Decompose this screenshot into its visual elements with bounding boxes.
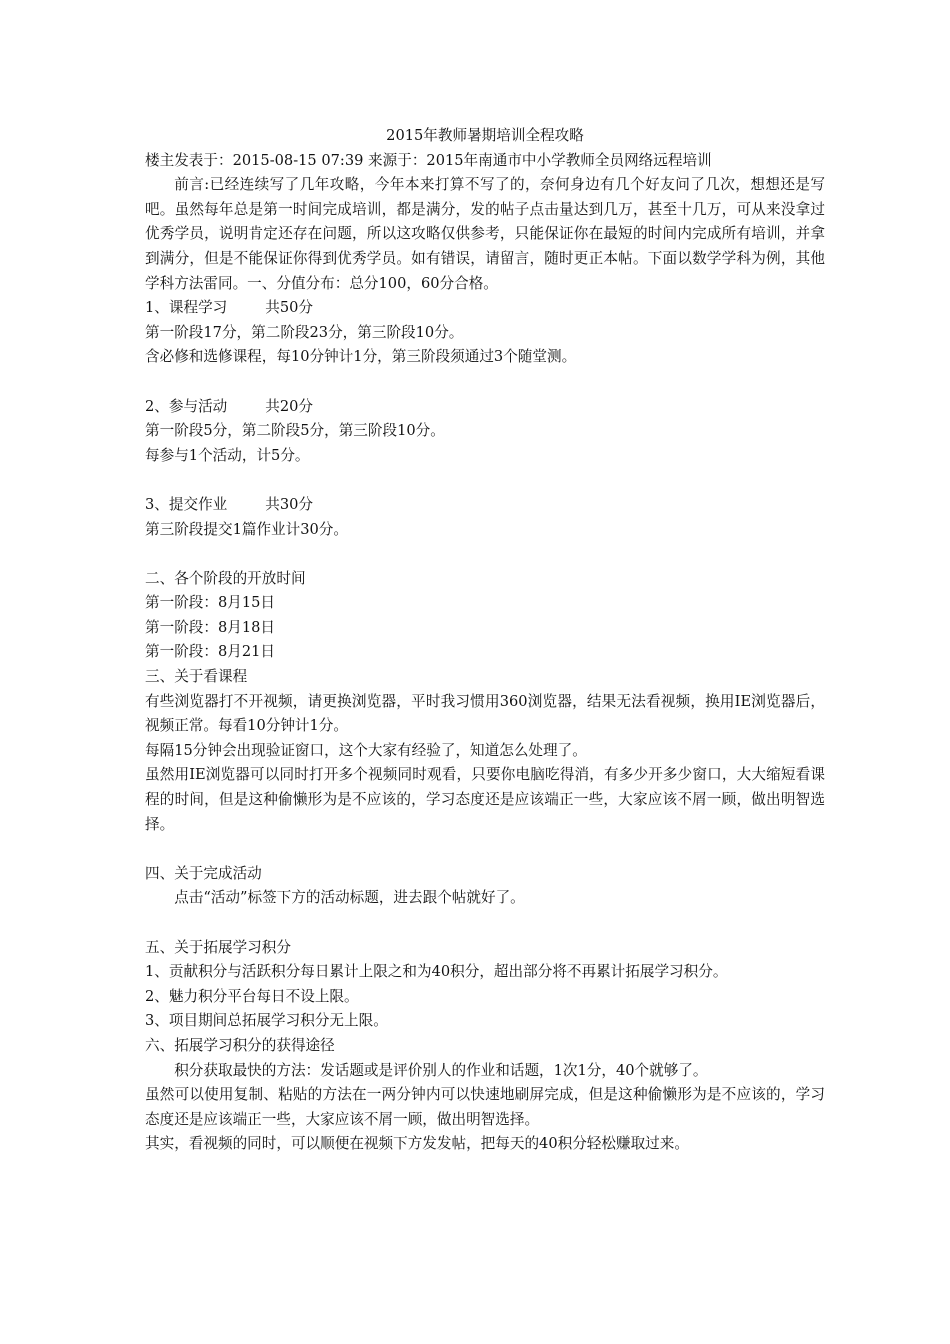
earning-points-paragraph: 虽然可以使用复制、粘贴的方法在一两分钟内可以快速地刷屏完成，但是这种偷懒形为是不应该的，学习态度还是应该端正一些，大家应该不屑一顾，做出明智选择。 (145, 1086, 825, 1128)
spacer (145, 370, 825, 395)
section-heading-schedule: 二、各个阶段的开放时间 (145, 569, 306, 587)
extended-points-rule: 1、贡献积分与活跃积分每日累计上限之和为40积分，超出部分将不再累计拓展学习积分。 (145, 963, 728, 981)
score-item-total: 共20分 (265, 397, 314, 415)
section-heading-extended-points: 五、关于拓展学习积分 (145, 938, 291, 956)
activity-score-detail: 第一阶段5分，第二阶段5分，第三阶段10分。 (145, 422, 445, 440)
preface-paragraph: 前言:已经连续写了几年攻略，今年本来打算不写了的，奈何身边有几个好友问了几次，想想还是写吧。虽然每年总是第一时间完成培训，都是满分，发的帖子点击量达到几万，甚至十几万，可从来没拿过优秀学员，说明肯定还存在问题，所以这攻略仅供参考，只能保证你在最短的时间内完成所有培训，并拿到满分，但是不能保证你得到优秀学员。如有错误，请留言，随时更正本帖。下面以数学学科为例，其他学科方法雷同。一、分值分布：总分100，60分合格。 (145, 176, 825, 292)
score-item-activity (145, 395, 825, 420)
courses-paragraph: 虽然用IE浏览器可以同时打开多个视频同时观看，只要你电脑吃得消，有多少开多少窗口，大大缩短看课程的时间，但是这种偷懒形为是不应该的，学习态度还是应该端正一些，大家应该不屑一顾，做出明智选择。 (145, 766, 825, 833)
spacer (145, 468, 825, 493)
spacer (145, 837, 825, 862)
score-item-total: 共50分 (265, 299, 314, 317)
earning-points-paragraph: 其实，看视频的同时，可以顺便在视频下方发发帖，把每天的40积分轻松赚取过来。 (145, 1135, 689, 1153)
score-item-homework (145, 493, 825, 518)
spacer (145, 542, 825, 567)
document-body (145, 124, 825, 1157)
score-item-label: 2、参与活动 (145, 397, 228, 415)
section-heading-courses: 三、关于看课程 (145, 668, 248, 686)
extended-points-rule: 3、项目期间总拓展学习积分无上限。 (145, 1012, 388, 1030)
score-item-label: 3、提交作业 (145, 495, 228, 513)
post-meta: 楼主发表于：2015-08-15 07:39 来源于：2015年南通市中小学教师全员网络远程培训 (145, 151, 712, 169)
courses-paragraph: 有些浏览器打不开视频，请更换浏览器，平时我习惯用360浏览器，结果无法看视频，换用IE浏览器后，视频正常。每看10分钟计1分。 (145, 692, 825, 735)
document-title: 2015年教师暑期培训全程攻略 (386, 127, 584, 144)
courses-paragraph: 每隔15分钟会出现验证窗口，这个大家有经验了，知道怎么处理了。 (145, 741, 587, 759)
score-item-label: 1、课程学习 (145, 299, 228, 317)
homework-score-detail: 第三阶段提交1篇作业计30分。 (145, 520, 348, 538)
schedule-line: 第一阶段：8月21日 (145, 643, 276, 661)
extended-points-rule: 2、魅力积分平台每日不设上限。 (145, 987, 359, 1005)
activities-paragraph: 点击“活动”标签下方的活动标题，进去跟个帖就好了。 (174, 889, 525, 907)
schedule-line: 第一阶段：8月15日 (145, 594, 276, 612)
section-heading-earning-points: 六、拓展学习积分的获得途径 (145, 1036, 335, 1054)
earning-points-paragraph: 积分获取最快的方法：发话题或是评价别人的作业和话题，1次1分，40个就够了。 (174, 1061, 708, 1079)
section-heading-activities: 四、关于完成活动 (145, 864, 262, 882)
score-item-total: 共30分 (265, 495, 314, 513)
course-score-rule: 含必修和选修课程，每10分钟计1分，第三阶段须通过3个随堂测。 (145, 348, 577, 366)
schedule-line: 第一阶段：8月18日 (145, 618, 276, 636)
score-item-course (145, 296, 825, 321)
activity-score-rule: 每参与1个活动，计5分。 (145, 446, 310, 464)
course-score-detail: 第一阶段17分，第二阶段23分，第三阶段10分。 (145, 323, 464, 341)
spacer (145, 911, 825, 936)
